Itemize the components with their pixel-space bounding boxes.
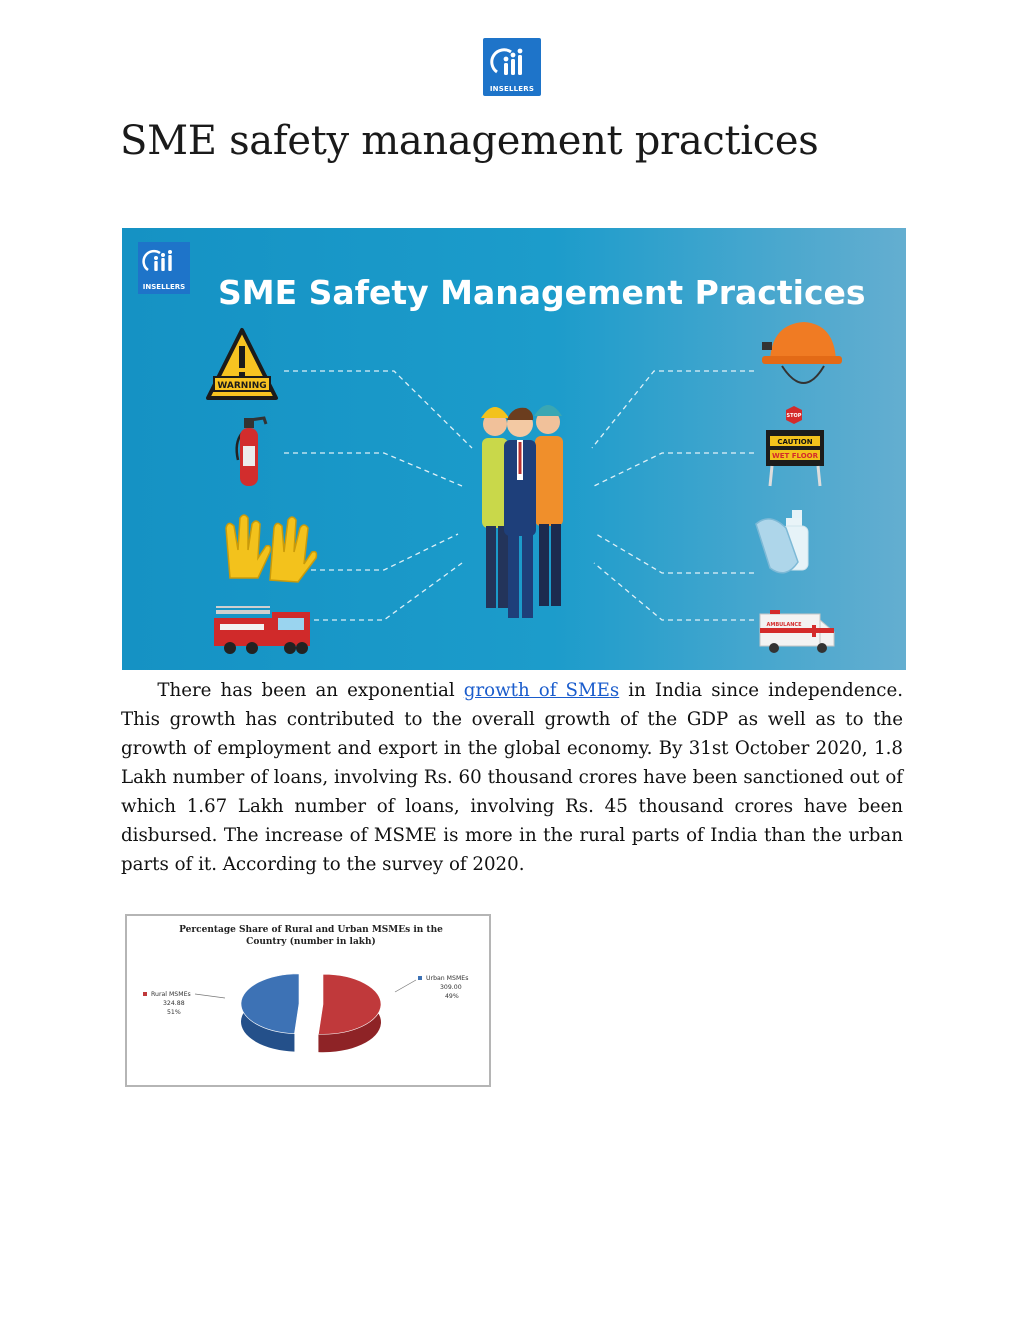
urban-legend-marker xyxy=(418,976,422,980)
ambulance-label: AMBULANCE xyxy=(766,622,802,628)
body-paragraph xyxy=(121,676,903,879)
rural-legend-marker xyxy=(143,992,147,996)
rural-label-name: Rural MSMEs xyxy=(151,991,191,998)
stop-label: STOP xyxy=(786,413,802,419)
paragraph-text-after-link: in India since independence. This growth has contributed to the overall growth of the GDP as well as to the growth of employment and export in the global economy. By 31st October 2020, 1.8 Lakh number of loans, involving Rs. 60 thousand crores have been sanctioned out of which 1.67 Lakh number of loans, involving Rs. 45 thousand crores have been disbursed. The increase of MSME is more in the rural parts of India than the urban parts of it. According to the survey of 2020. xyxy=(121,680,904,875)
warning-label: WARNING xyxy=(217,381,267,391)
chart-title-line-2: Country (number in lakh) xyxy=(246,937,376,947)
paragraph-text-before-link: There has been an exponential xyxy=(157,680,464,701)
rural-label-percent: 51% xyxy=(167,1009,181,1016)
banner-image xyxy=(122,228,906,670)
urban-label-percent: 49% xyxy=(445,993,459,1000)
growth-of-smes-link[interactable]: growth of SMEs xyxy=(463,680,620,701)
insellers-logo xyxy=(483,38,541,96)
wet-floor-label: WET FLOOR xyxy=(772,452,818,460)
banner-logo xyxy=(138,242,190,294)
banner-logo-text: INSELLERS xyxy=(142,283,186,291)
banner-heading: SME Safety Management Practices xyxy=(218,273,866,312)
pie-group xyxy=(241,974,381,1052)
caution-label: CAUTION xyxy=(777,438,813,446)
logo-text: INSELLERS xyxy=(489,85,535,93)
page-title: SME safety management practices xyxy=(120,118,819,164)
rural-label-value: 324.88 xyxy=(163,1000,185,1007)
urban-label-value: 309.00 xyxy=(440,984,462,991)
chart-title-line-1: Percentage Share of Rural and Urban MSMEs in the xyxy=(179,925,443,935)
msme-pie-chart xyxy=(125,914,491,1087)
urban-label-name: Urban MSMEs xyxy=(426,975,469,982)
